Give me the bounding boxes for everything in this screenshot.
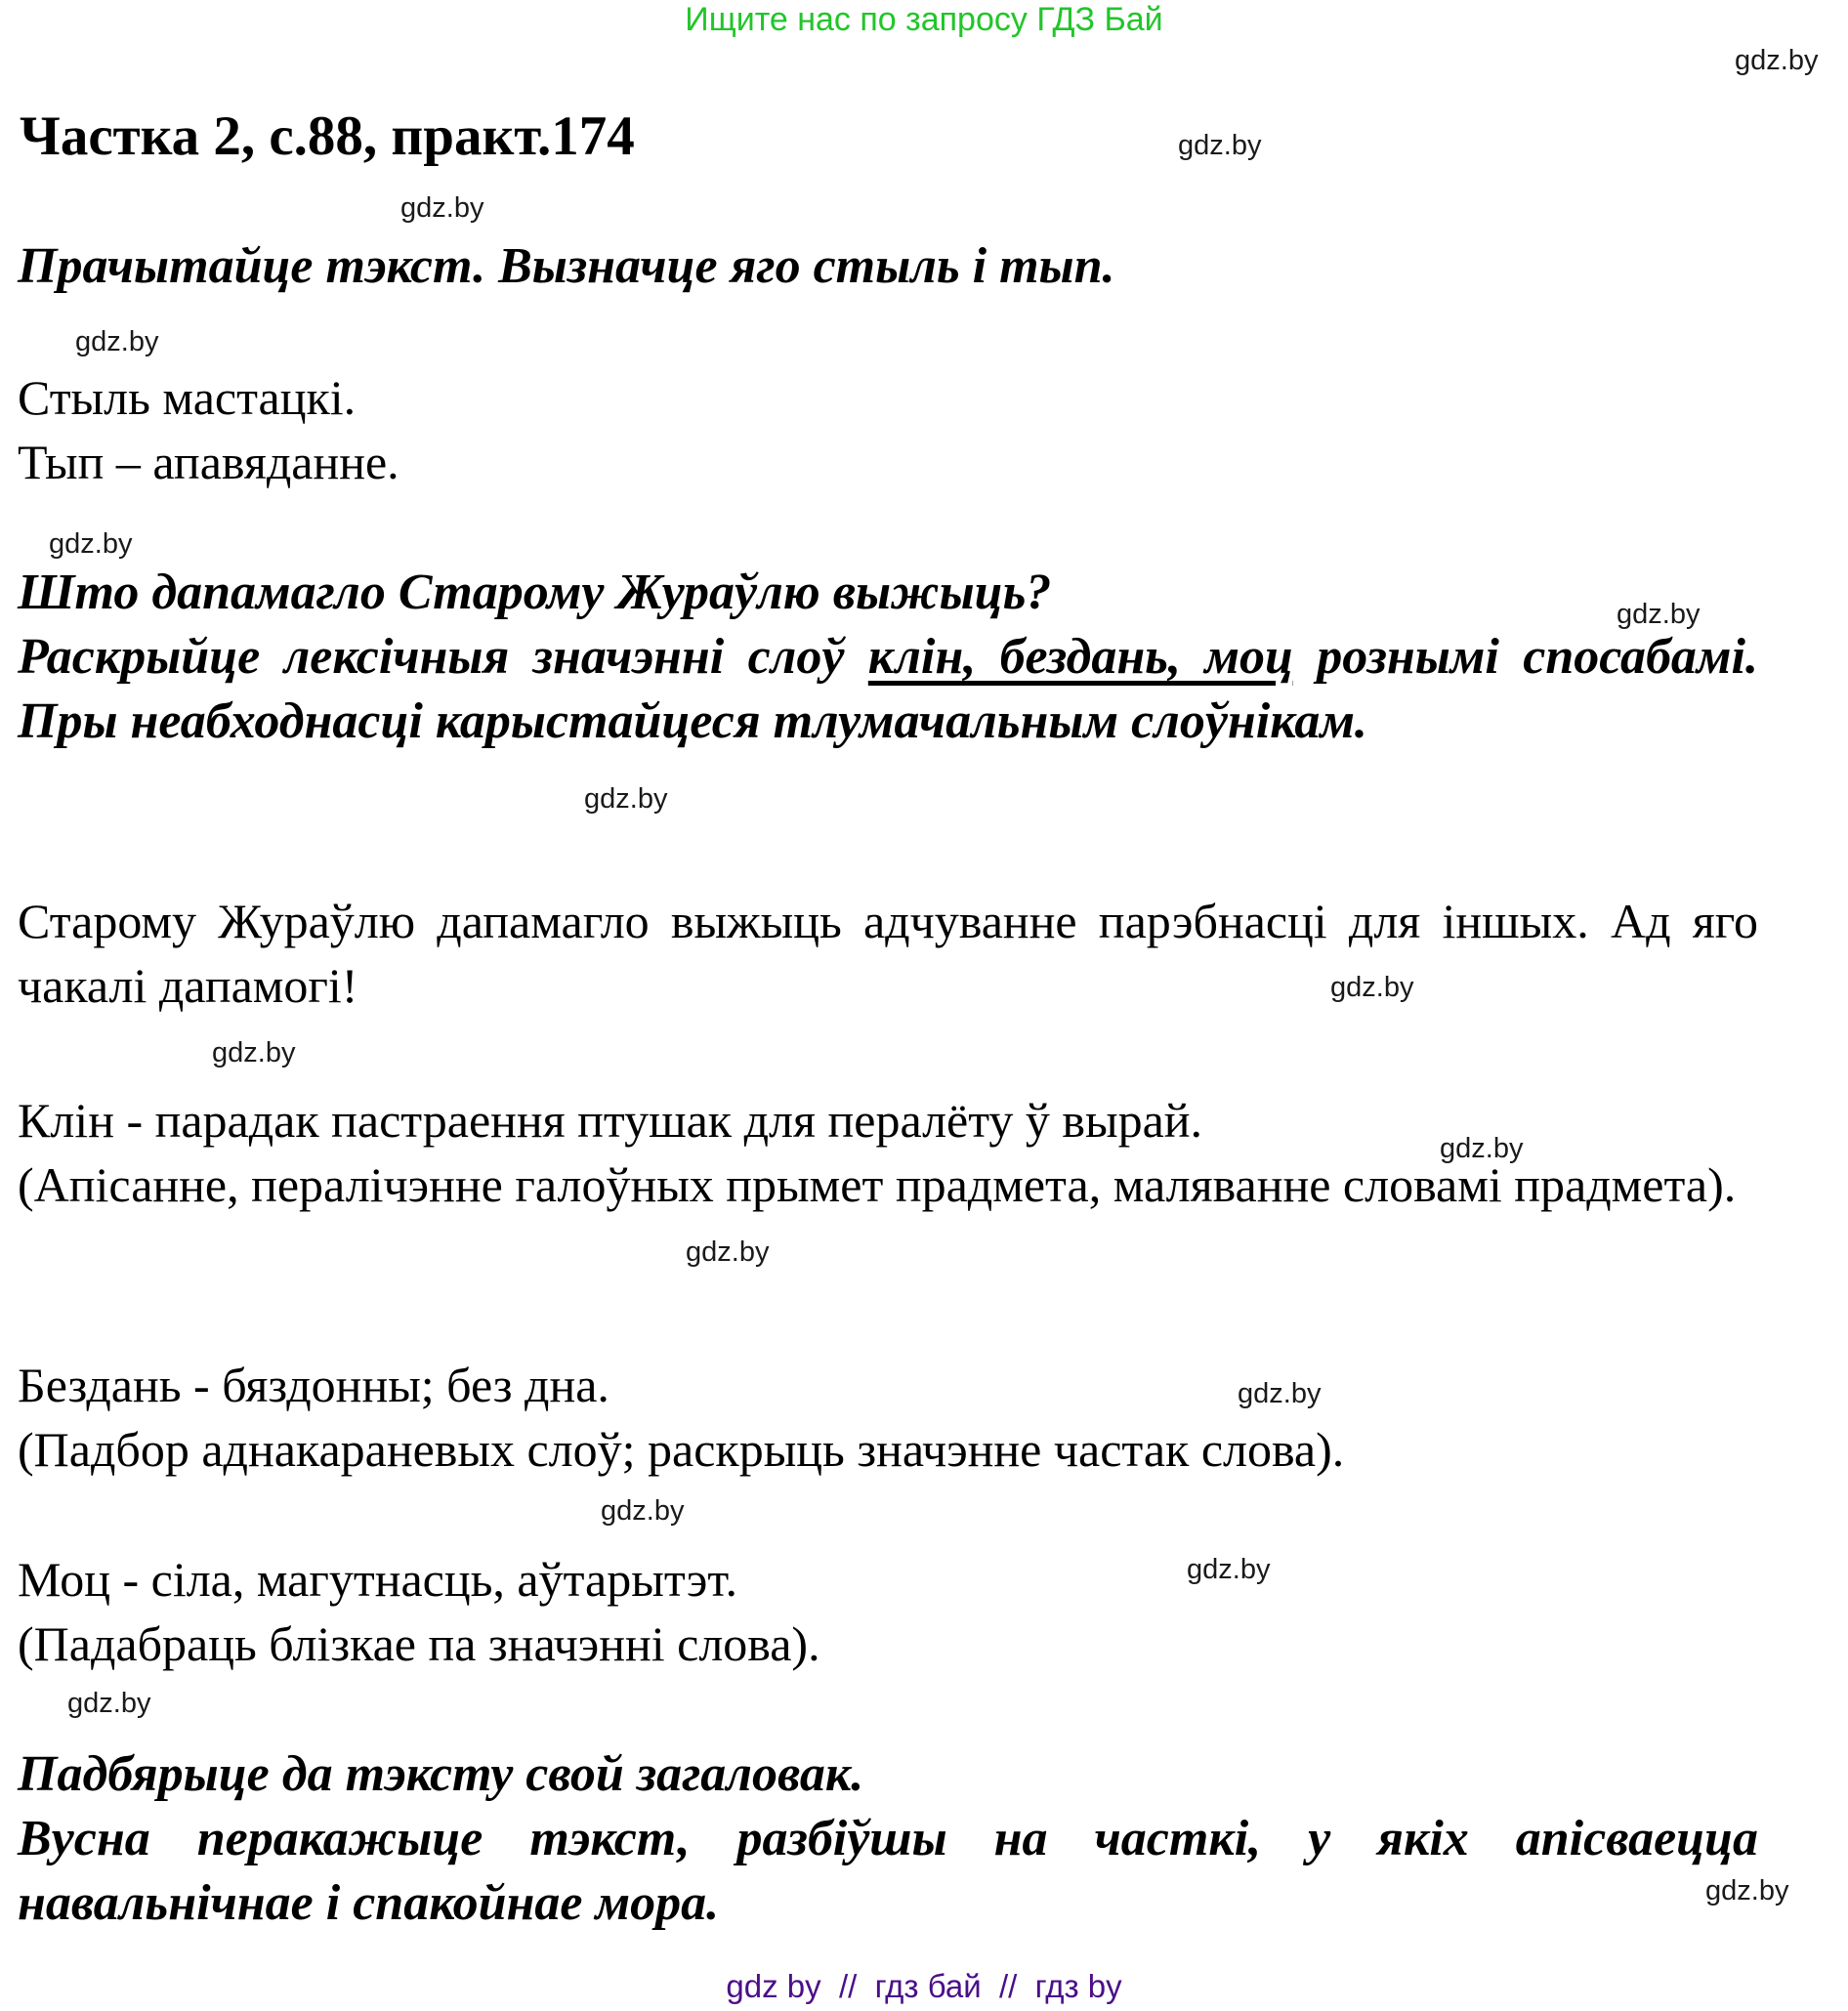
definition-method: (Падбор аднакараневых слоў; раскрыць значэнне частак слова). xyxy=(18,1422,1345,1477)
watermark: gdz.by xyxy=(584,783,668,815)
watermark: gdz.by xyxy=(75,326,159,357)
answer-1 xyxy=(18,365,1758,494)
page-title: Частка 2, с.88, практ.174 xyxy=(20,105,635,167)
task-2-instruction xyxy=(18,625,1758,754)
footer-links: gdz by // гдз бай // гдз by xyxy=(726,1968,1122,2004)
watermark: gdz.by xyxy=(1238,1378,1322,1409)
definition-text: Клін - парадак пастраення птушак для пералёту ў вырай. xyxy=(18,1093,1203,1148)
underlined-words: клін, бездань, моц xyxy=(867,629,1293,685)
task-3-line-2: Вусна перакажыце тэкст, разбіўшы на часткі, у якіх апісваецца навальнічнае і спакойнае мора. xyxy=(18,1811,1758,1931)
definition-bezdan xyxy=(18,1353,1758,1482)
instruction-text-continued: рознымі спосабамі. Пры неабходнасці карыстайцеся тлумачальным слоўнікам. xyxy=(18,629,1758,749)
definition-text: Бездань - бяздонны; без дна. xyxy=(18,1358,609,1412)
task-3 xyxy=(18,1742,1758,1936)
answer-2-paragraph: Старому Жураўлю дапамагло выжыць адчуванне парэбнасці для іншых. Ад яго чакалі дапамогі! xyxy=(18,894,1758,1013)
watermark: gdz.by xyxy=(1187,1554,1271,1585)
definition-text: Моц - сіла, магутнасць, аўтарытэт. xyxy=(18,1552,737,1607)
answer-style: Стыль мастацкі. xyxy=(18,370,357,425)
watermark: gdz.by xyxy=(67,1688,151,1719)
search-banner: Ищите нас по запросу ГДЗ Бай xyxy=(685,1,1163,38)
watermark: gdz.by xyxy=(1440,1133,1524,1164)
watermark: gdz.by xyxy=(1617,599,1701,630)
instruction-text: Раскрыйце лексічныя значэнні слоў xyxy=(18,629,845,685)
watermark: gdz.by xyxy=(1735,45,1819,76)
watermark: gdz.by xyxy=(1330,972,1414,1003)
watermark: gdz.by xyxy=(212,1037,296,1068)
watermark: gdz.by xyxy=(686,1236,770,1268)
definition-moc xyxy=(18,1547,1758,1676)
watermark: gdz.by xyxy=(1705,1875,1789,1906)
watermark: gdz.by xyxy=(400,192,484,224)
task-2-question: Што дапамагло Старому Жураўлю выжыць? xyxy=(18,565,1052,620)
task-1-heading: Прачытайце тэкст. Вызначце яго стыль і тып. xyxy=(18,238,1115,294)
task-2 xyxy=(18,561,1758,754)
answer-type: Тып – апавяданне. xyxy=(18,435,399,489)
watermark: gdz.by xyxy=(601,1495,685,1527)
watermark: gdz.by xyxy=(1178,130,1262,161)
definition-klin xyxy=(18,1088,1758,1217)
watermark: gdz.by xyxy=(49,528,133,560)
definition-method: (Апісанне, пералічэнне галоўных прымет прадмета, маляванне словамі прадмета). xyxy=(18,1157,1737,1212)
definition-method: (Падабраць блізкае па значэнні слова). xyxy=(18,1616,820,1671)
task-3-line-1: Падбярыце да тэксту свой загаловак. xyxy=(18,1746,864,1802)
